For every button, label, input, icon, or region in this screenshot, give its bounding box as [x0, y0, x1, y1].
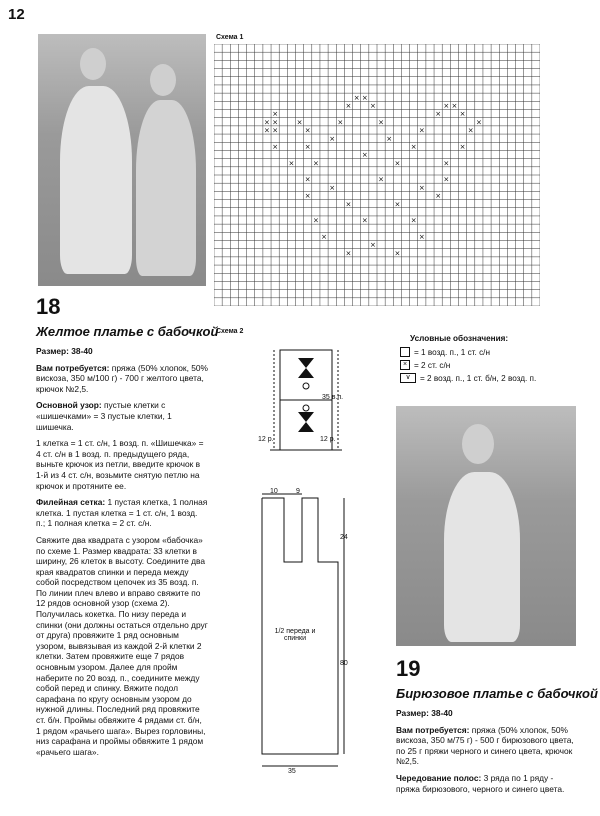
- x-mark: ×: [475, 118, 482, 127]
- x-mark: ×: [304, 142, 311, 151]
- dress19-size: Размер: 38-40: [396, 708, 453, 718]
- legend-v-symbol: ∨: [400, 373, 416, 383]
- x-mark: ×: [451, 102, 458, 110]
- x-mark: ×: [418, 126, 425, 135]
- needs-text: пряжа (50% хлопок, 50% вискоза, 350 м/75 г) - 500 г бирюзового цвета, по 25 г пряжи черного и синего цвета, крючок №2,5.: [396, 724, 574, 767]
- needs-label: Вам потребуется:: [36, 362, 110, 373]
- x-mark: ×: [394, 249, 401, 258]
- x-mark: ×: [312, 216, 319, 225]
- schema2-label: Схема 2: [216, 328, 244, 335]
- x-mark: ×: [353, 93, 360, 102]
- x-mark: ×: [369, 241, 376, 250]
- legend-x-symbol: ×: [400, 360, 410, 370]
- x-mark: ×: [467, 126, 474, 135]
- x-mark: ×: [394, 159, 401, 168]
- legend-item: [400, 347, 590, 357]
- legend-item: [400, 360, 590, 370]
- x-mark: ×: [264, 126, 270, 135]
- x-mark: ×: [394, 200, 401, 209]
- x-mark: ×: [304, 175, 311, 184]
- x-mark: ×: [410, 142, 417, 151]
- dim-top-right: 9: [296, 488, 300, 495]
- x-mark: ×: [272, 126, 279, 135]
- page-number: 12: [8, 6, 25, 23]
- x-mark: ×: [378, 175, 385, 184]
- x-mark: ×: [378, 118, 385, 127]
- needs-label: Вам потребуется:: [396, 724, 470, 735]
- x-mark: ×: [304, 192, 311, 201]
- x-mark: ×: [304, 126, 311, 135]
- legend: [400, 334, 590, 386]
- x-mark: ×: [288, 159, 295, 168]
- x-mark: ×: [459, 142, 466, 151]
- x-mark: ×: [272, 110, 279, 119]
- x-mark: ×: [337, 118, 344, 127]
- dim-yoke: 24: [340, 534, 348, 541]
- x-mark: ×: [345, 102, 352, 110]
- stripes-text: 3 ряда по 1 ряду - пряжа бирюзового, черного и синего цвета.: [396, 772, 565, 794]
- x-mark: ×: [329, 134, 336, 143]
- dress18-size: Размер: 38-40: [36, 346, 93, 356]
- x-mark: ×: [418, 233, 425, 241]
- x-mark: ×: [410, 216, 417, 225]
- x-mark: ×: [264, 118, 270, 127]
- x-mark: ×: [272, 118, 279, 127]
- mesh-label: Филейная сетка:: [36, 497, 106, 508]
- legend-title: Условные обозначения:: [410, 334, 509, 343]
- x-mark: ×: [345, 249, 352, 258]
- x-mark: ×: [443, 159, 450, 168]
- dim-bottom: 35: [288, 768, 296, 775]
- legend-empty-cell-symbol: [400, 347, 410, 357]
- x-mark: ×: [312, 159, 319, 168]
- dim-body: 80: [340, 660, 348, 667]
- dress18-text: [36, 346, 208, 763]
- pattern-text: пустые клетки с «шишечками» = 3 пустые клетки, 1 шишечка.: [36, 400, 172, 432]
- schema1-grid: [214, 44, 540, 306]
- needs-text: пряжа (50% хлопок, 50% вискоза, 350 м/100 г) - 700 г желтого цвета, крючок №2,5.: [36, 362, 208, 394]
- schema2-left: 12 р.: [258, 436, 274, 443]
- x-mark: ×: [386, 134, 393, 143]
- dim-top-left: 10: [270, 488, 278, 495]
- x-mark: ×: [272, 142, 279, 151]
- dress18-photo: [38, 34, 206, 286]
- x-mark: ×: [418, 183, 425, 192]
- pattern-label: 1/2 переда и спинки: [274, 628, 316, 642]
- dress19-photo: [396, 406, 576, 646]
- dress19-number: 19: [396, 656, 421, 681]
- body-text: Свяжите два квадрата с узором «бабочка» по схеме 1. Размер квадрата: 33 клетки в ширину, 26 клеток в высоту. Соедините два края квадратов спинки и переда между собой посредством цепочек из 35 возд. п. По линии плеч влево и вправо свяжите по 12 рядов основной узор (схема 2). Получилась кокетка. По низу переда и спинки (они должны остаться отдельно друг от друга) провяжите 1 ряд основным узором, вывязывая из каждой 2-й клетки 2 клетки. Затем провяжите еще 7 рядов основным узором. Далее для пройм наберите по 20 возд. п., соедините между собой перед и спинку. Вяжите подол сарафана по кругу основным узором до нужной длины. Последний ряд провяжите ст. б/н. Проймы обвяжите 4 рядами ст. б/н, 1 рядом «рачьего шага». Вырез горловины, низ сарафана и проймы обвяжите 1 рядом «рачьего шага».: [36, 534, 208, 757]
- x-mark: ×: [345, 200, 352, 209]
- schema2-right: 12 р.: [320, 436, 336, 443]
- x-mark: ×: [361, 93, 368, 102]
- x-mark: ×: [321, 233, 327, 241]
- legend-text: = 2 возд. п., 1 ст. б/н, 2 возд. п.: [420, 373, 537, 383]
- x-mark: ×: [361, 216, 368, 225]
- legend-item: [400, 373, 590, 383]
- x-mark: ×: [459, 110, 466, 119]
- schema2-height: 35 в.п.: [322, 394, 344, 401]
- x-mark: ×: [369, 102, 376, 110]
- x-mark: ×: [443, 102, 450, 110]
- x-mark: ×: [443, 175, 450, 184]
- x-mark: ×: [296, 118, 303, 127]
- x-mark: ×: [435, 192, 442, 201]
- mesh-text: 1 пустая клетка, 1 полная клетка. 1 пустая клетка = 1 ст. с/н, 1 возд. п.; 1 полная клетка = 2 ст. с/н.: [36, 497, 208, 529]
- dress19-text: [396, 708, 576, 800]
- dress19-title: Бирюзовое платье с бабочкой: [396, 686, 598, 701]
- dress18-title: Желтое платье с бабочкой: [36, 324, 219, 339]
- legend-text: = 1 возд. п., 1 ст. с/н: [414, 347, 490, 357]
- dress18-number: 18: [36, 294, 61, 319]
- legend-text: = 2 ст. с/н: [414, 360, 451, 370]
- x-mark: ×: [329, 183, 336, 192]
- stripes-label: Чередование полос:: [396, 772, 482, 783]
- x-mark: ×: [361, 151, 368, 160]
- cell-text: 1 клетка = 1 ст. с/н, 1 возд. п. «Шишечка» = 4 ст. с/н в 1 возд. п. предыдущего ряда, выньте крючок из петли, введите крючок в 1-й из 4 ст. с/н, возьмите снятую петлю на крючок и протяните ее.: [36, 438, 204, 491]
- schema1-label: Схема 1: [216, 34, 244, 41]
- x-mark: ×: [435, 110, 442, 119]
- pattern-label: Основной узор:: [36, 400, 102, 411]
